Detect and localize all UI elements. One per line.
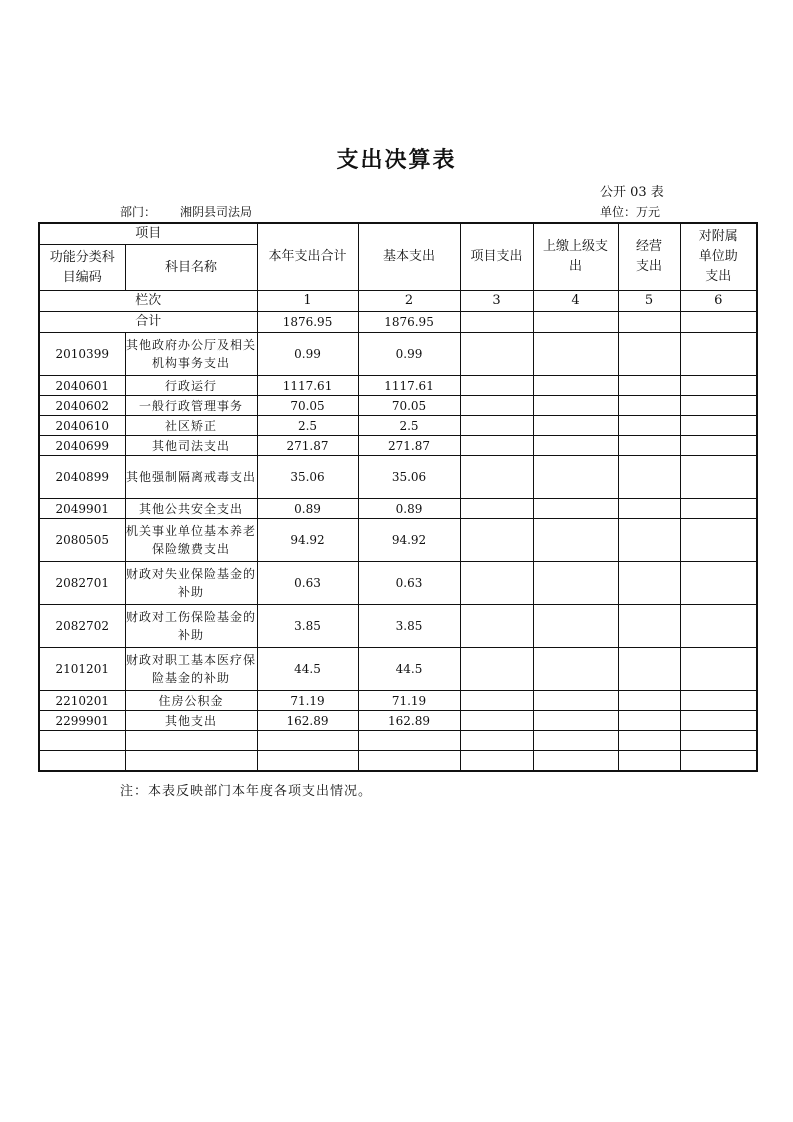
subject-name: 社区矫正 xyxy=(125,416,257,436)
subject-name: 住房公积金 xyxy=(125,691,257,711)
basic-value: 71.19 xyxy=(358,691,460,711)
empty-cell xyxy=(39,751,125,771)
business-value xyxy=(618,396,680,416)
footnote: 注：本表反映部门本年度各项支出情况。 xyxy=(120,784,373,799)
upper-value xyxy=(533,456,618,499)
empty-row xyxy=(39,731,757,751)
subject-code: 2040699 xyxy=(39,436,125,456)
sum-upper xyxy=(533,312,618,333)
project-value xyxy=(460,562,533,605)
basic-value: 35.06 xyxy=(358,456,460,499)
empty-cell xyxy=(618,751,680,771)
project-value xyxy=(460,519,533,562)
subject-code: 2299901 xyxy=(39,711,125,731)
empty-cell xyxy=(358,751,460,771)
table-row xyxy=(39,396,757,416)
project-value xyxy=(460,691,533,711)
business-value xyxy=(618,562,680,605)
business-value xyxy=(618,436,680,456)
basic-value: 0.89 xyxy=(358,499,460,519)
column-index-label: 栏次 xyxy=(39,291,257,312)
subject-code: 2040610 xyxy=(39,416,125,436)
upper-value xyxy=(533,376,618,396)
department-name: 湘阴县司法局 xyxy=(180,205,253,219)
subsidy-value xyxy=(680,648,757,691)
upper-value xyxy=(533,648,618,691)
upper-value xyxy=(533,711,618,731)
project-value xyxy=(460,605,533,648)
project-value xyxy=(460,648,533,691)
header-subject-name: 科目名称 xyxy=(125,245,257,291)
column-index-1: 1 xyxy=(257,291,358,312)
total-value: 94.92 xyxy=(257,519,358,562)
subsidy-value xyxy=(680,519,757,562)
basic-value: 271.87 xyxy=(358,436,460,456)
empty-cell xyxy=(680,731,757,751)
table-row xyxy=(39,456,757,499)
total-value: 44.5 xyxy=(257,648,358,691)
empty-cell xyxy=(125,731,257,751)
column-index-5: 5 xyxy=(618,291,680,312)
business-value xyxy=(618,416,680,436)
page-title: 支出决算表 xyxy=(336,147,457,173)
business-value xyxy=(618,648,680,691)
subsidy-value xyxy=(680,605,757,648)
total-value: 3.85 xyxy=(257,605,358,648)
project-value xyxy=(460,499,533,519)
business-value xyxy=(618,333,680,376)
total-value: 71.19 xyxy=(257,691,358,711)
department-label: 部门： xyxy=(120,205,157,219)
sum-row-label: 合计 xyxy=(39,312,257,333)
empty-cell xyxy=(533,731,618,751)
subsidy-value xyxy=(680,456,757,499)
business-value xyxy=(618,456,680,499)
column-index-4: 4 xyxy=(533,291,618,312)
subject-name: 其他强制隔离戒毒支出 xyxy=(125,456,257,499)
header-project-expenditure: 项目支出 xyxy=(460,223,533,291)
total-value: 0.63 xyxy=(257,562,358,605)
basic-value: 44.5 xyxy=(358,648,460,691)
basic-value: 1117.61 xyxy=(358,376,460,396)
upper-value xyxy=(533,691,618,711)
subsidy-value xyxy=(680,499,757,519)
upper-value xyxy=(533,605,618,648)
header-upper-level: 上缴上级支出 xyxy=(533,223,618,291)
subject-name: 财政对失业保险基金的补助 xyxy=(125,562,257,605)
subsidy-value xyxy=(680,396,757,416)
business-value xyxy=(618,376,680,396)
project-value xyxy=(460,711,533,731)
header-project: 项目 xyxy=(39,223,257,245)
subsidy-value xyxy=(680,333,757,376)
business-value xyxy=(618,499,680,519)
table-row xyxy=(39,519,757,562)
business-value xyxy=(618,605,680,648)
upper-value xyxy=(533,416,618,436)
empty-cell xyxy=(39,731,125,751)
business-value xyxy=(618,711,680,731)
upper-value xyxy=(533,396,618,416)
sum-total: 1876.95 xyxy=(257,312,358,333)
basic-value: 70.05 xyxy=(358,396,460,416)
table-row xyxy=(39,562,757,605)
subject-code: 2082702 xyxy=(39,605,125,648)
table-row xyxy=(39,333,757,376)
unit-label: 单位：万元 xyxy=(600,205,661,219)
upper-value xyxy=(533,499,618,519)
subject-code: 2210201 xyxy=(39,691,125,711)
project-value xyxy=(460,376,533,396)
total-value: 271.87 xyxy=(257,436,358,456)
table-row xyxy=(39,605,757,648)
subsidy-value xyxy=(680,691,757,711)
subject-name: 其他公共安全支出 xyxy=(125,499,257,519)
total-value: 70.05 xyxy=(257,396,358,416)
subsidy-value xyxy=(680,376,757,396)
empty-cell xyxy=(257,731,358,751)
subject-code: 2010399 xyxy=(39,333,125,376)
basic-value: 94.92 xyxy=(358,519,460,562)
upper-value xyxy=(533,562,618,605)
table-row xyxy=(39,376,757,396)
project-value xyxy=(460,333,533,376)
table-row xyxy=(39,436,757,456)
header-business: 经营支出 xyxy=(618,223,680,291)
subject-name: 其他支出 xyxy=(125,711,257,731)
subject-code: 2049901 xyxy=(39,499,125,519)
empty-cell xyxy=(533,751,618,771)
subject-name: 财政对工伤保险基金的补助 xyxy=(125,605,257,648)
table-row xyxy=(39,711,757,731)
header-basic: 基本支出 xyxy=(358,223,460,291)
project-value xyxy=(460,456,533,499)
basic-value: 162.89 xyxy=(358,711,460,731)
column-index-3: 3 xyxy=(460,291,533,312)
sum-subsidy xyxy=(680,312,757,333)
sum-basic: 1876.95 xyxy=(358,312,460,333)
basic-value: 2.5 xyxy=(358,416,460,436)
project-value xyxy=(460,396,533,416)
table-row xyxy=(39,499,757,519)
subject-name: 其他司法支出 xyxy=(125,436,257,456)
form-number: 公开 03 表 xyxy=(600,185,664,200)
empty-cell xyxy=(618,731,680,751)
project-value xyxy=(460,436,533,456)
upper-value xyxy=(533,519,618,562)
subsidy-value xyxy=(680,562,757,605)
header-function-code: 功能分类科目编码 xyxy=(39,245,125,291)
subject-name: 财政对职工基本医疗保险基金的补助 xyxy=(125,648,257,691)
empty-cell xyxy=(125,751,257,771)
subject-code: 2082701 xyxy=(39,562,125,605)
column-index-6: 6 xyxy=(680,291,757,312)
subject-name: 机关事业单位基本养老保险缴费支出 xyxy=(125,519,257,562)
total-value: 35.06 xyxy=(257,456,358,499)
header-subsidy: 对附属单位助支出 xyxy=(680,223,757,291)
project-value xyxy=(460,416,533,436)
subject-name: 行政运行 xyxy=(125,376,257,396)
total-value: 0.99 xyxy=(257,333,358,376)
subsidy-value xyxy=(680,416,757,436)
business-value xyxy=(618,691,680,711)
empty-cell xyxy=(680,751,757,771)
subject-code: 2040602 xyxy=(39,396,125,416)
total-value: 2.5 xyxy=(257,416,358,436)
table-row xyxy=(39,416,757,436)
subject-name: 一般行政管理事务 xyxy=(125,396,257,416)
subject-code: 2040899 xyxy=(39,456,125,499)
table-row xyxy=(39,691,757,711)
upper-value xyxy=(533,333,618,376)
subsidy-value xyxy=(680,711,757,731)
total-value: 162.89 xyxy=(257,711,358,731)
sum-project xyxy=(460,312,533,333)
total-value: 1117.61 xyxy=(257,376,358,396)
basic-value: 0.99 xyxy=(358,333,460,376)
expenditure-table xyxy=(38,222,758,772)
header-total: 本年支出合计 xyxy=(257,223,358,291)
empty-cell xyxy=(460,751,533,771)
empty-cell xyxy=(460,731,533,751)
empty-cell xyxy=(358,731,460,751)
subject-code: 2040601 xyxy=(39,376,125,396)
column-index-2: 2 xyxy=(358,291,460,312)
basic-value: 3.85 xyxy=(358,605,460,648)
basic-value: 0.63 xyxy=(358,562,460,605)
total-value: 0.89 xyxy=(257,499,358,519)
table-row xyxy=(39,648,757,691)
empty-cell xyxy=(257,751,358,771)
sum-business xyxy=(618,312,680,333)
upper-value xyxy=(533,436,618,456)
empty-row xyxy=(39,751,757,771)
business-value xyxy=(618,519,680,562)
subject-code: 2101201 xyxy=(39,648,125,691)
subject-code: 2080505 xyxy=(39,519,125,562)
subject-name: 其他政府办公厅及相关机构事务支出 xyxy=(125,333,257,376)
subsidy-value xyxy=(680,436,757,456)
